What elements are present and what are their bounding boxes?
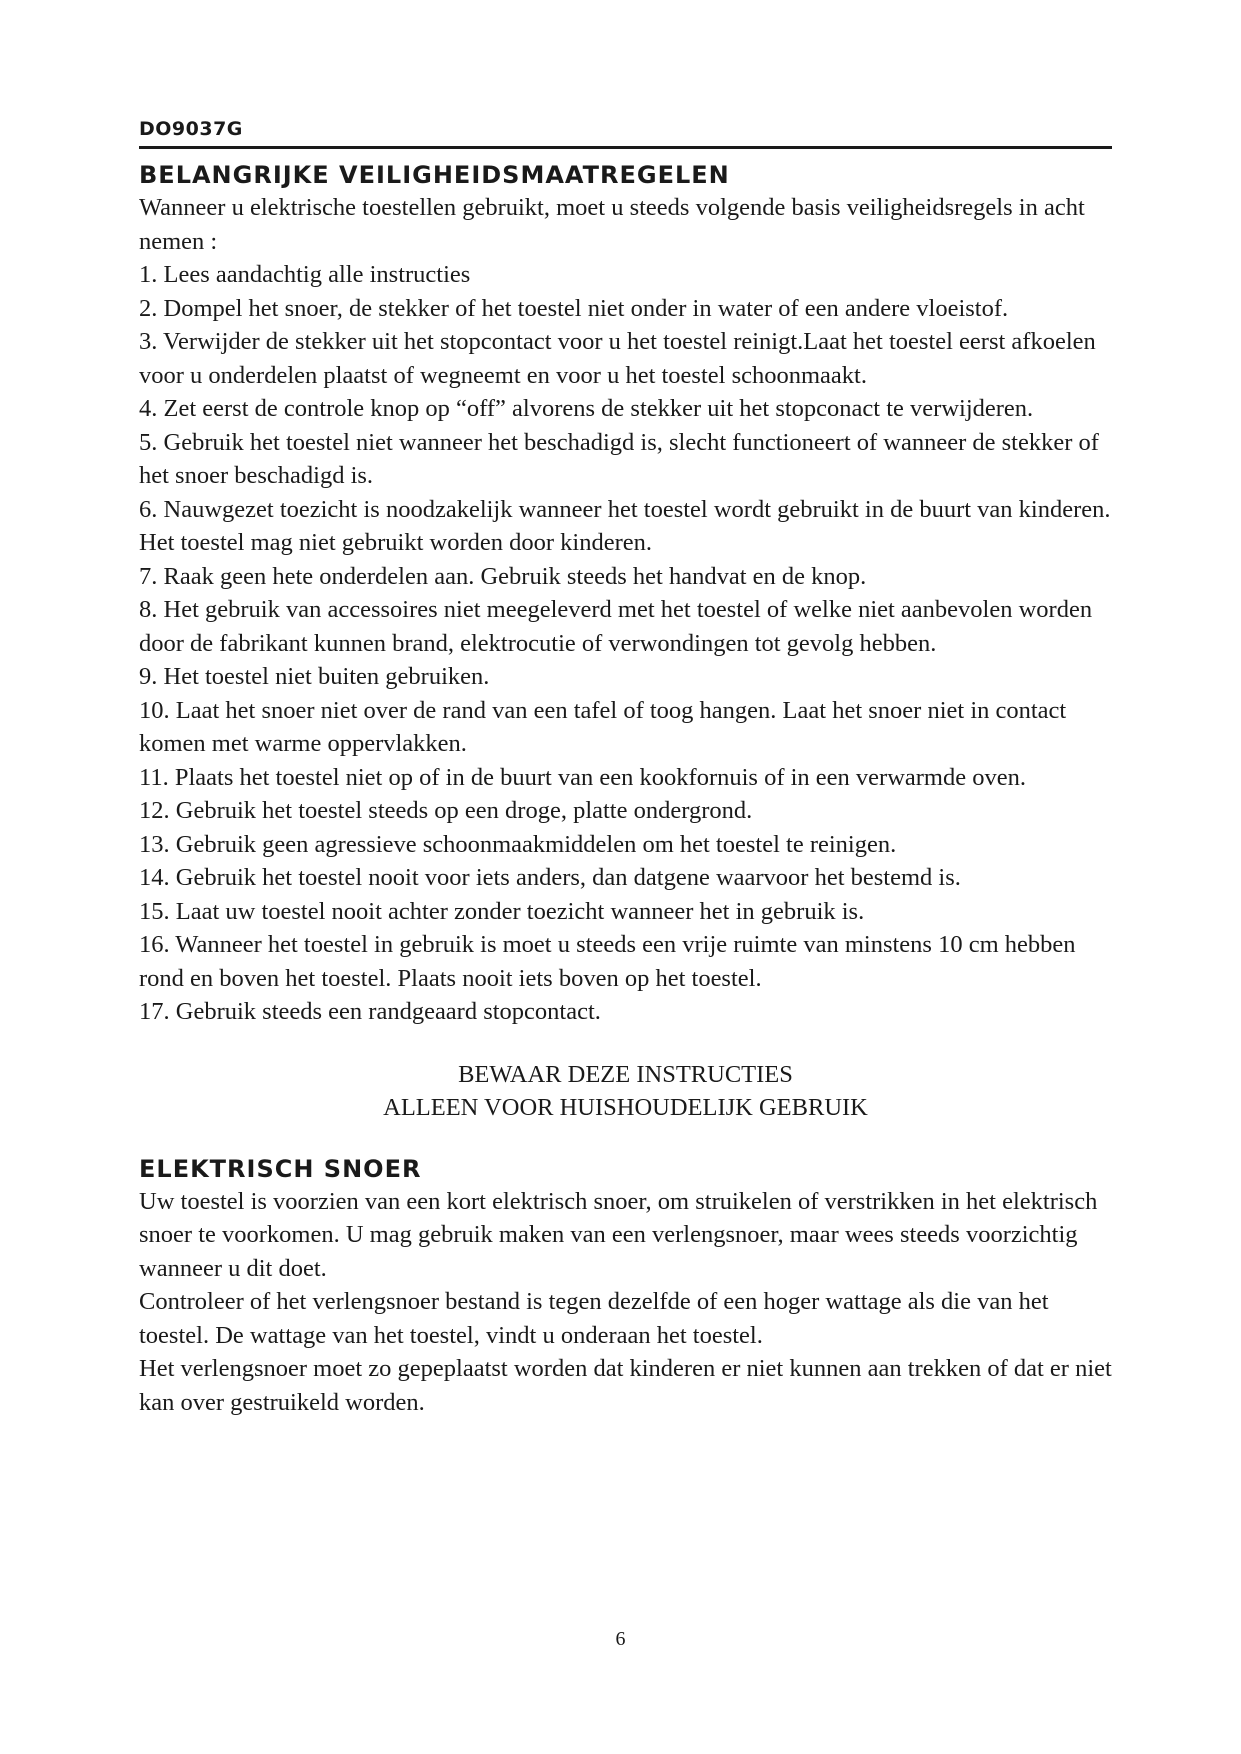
- safety-item: 8. Het gebruik van accessoires niet meegeleverd met het toestel of welke niet aanbevolen worden door de fabrikant kunnen brand, elektrocutie of verwondingen tot gevolg hebben.: [139, 596, 1093, 657]
- page-number: 6: [615, 1628, 626, 1650]
- model-number: DO9037G: [139, 118, 243, 140]
- safety-item: 16. Wanneer het toestel in gebruik is moet u steeds een vrije ruimte van minstens 10 cm hebben rond en boven het toestel. Plaats nooit iets boven op het toestel.: [139, 931, 1076, 992]
- safety-intro: Wanneer u elektrische toestellen gebruikt, moet u steeds volgende basis veiligheidsregels in acht nemen :: [139, 194, 1085, 255]
- cord-paragraph: Het verlengsnoer moet zo gepeplaatst worden dat kinderen er niet kunnen aan trekken of dat er niet kan over gestruikeld worden.: [139, 1355, 1112, 1416]
- safety-item: 14. Gebruik het toestel nooit voor iets anders, dan datgene waarvoor het bestemd is.: [139, 864, 961, 891]
- notice-keep-instructions: BEWAAR DEZE INSTRUCTIES: [458, 1060, 793, 1088]
- cord-paragraph: Controleer of het verlengsnoer bestand is tegen dezelfde of een hoger wattage als die van het toestel. De wattage van het toestel, vindt u onderaan het toestel.: [139, 1288, 1049, 1349]
- safety-item: 1. Lees aandachtig alle instructies: [139, 261, 471, 288]
- safety-item: 5. Gebruik het toestel niet wanneer het beschadigd is, slecht functioneert of wanneer de stekker of het snoer beschadigd is.: [139, 428, 1099, 489]
- manual-page: [139, 118, 1112, 1419]
- safety-item: 3. Verwijder de stekker uit het stopcontact voor u het toestel reinigt.Laat het toestel eerst afkoelen voor u onderdelen plaatst of wegneemt en voor u het toestel schoonmaakt.: [139, 328, 1096, 389]
- safety-item: 9. Het toestel niet buiten gebruiken.: [139, 663, 490, 690]
- safety-section-title: BELANGRIJKE VEILIGHEIDSMAATREGELEN: [139, 161, 730, 189]
- safety-list: [139, 258, 1112, 1029]
- safety-item: 4. Zet eerst de controle knop op “off” alvorens de stekker uit het stopconact te verwijderen.: [139, 395, 1034, 422]
- safety-item: 10. Laat het snoer niet over de rand van een tafel of toog hangen. Laat het snoer niet in contact komen met warme oppervlakken.: [139, 696, 1067, 757]
- cord-paragraph: Uw toestel is voorzien van een kort elektrisch snoer, om struikelen of verstrikken in het elektrisch snoer te voorkomen. U mag gebruik maken van een verlengsnoer, maar wees steeds voorzichtig wanneer u dit doet.: [139, 1187, 1098, 1282]
- safety-item: 6. Nauwgezet toezicht is noodzakelijk wanneer het toestel wordt gebruikt in de buurt van kinderen. Het toestel mag niet gebruikt worden door kinderen.: [139, 495, 1111, 556]
- notice-household-only: ALLEEN VOOR HUISHOUDELIJK GEBRUIK: [383, 1093, 868, 1121]
- safety-item: 12. Gebruik het toestel steeds op een droge, platte ondergrond.: [139, 797, 753, 824]
- section-spacer: [139, 1124, 1112, 1153]
- safety-item: 17. Gebruik steeds een randgeaard stopcontact.: [139, 998, 601, 1025]
- safety-item: 13. Gebruik geen agressieve schoonmaakmiddelen om het toestel te reinigen.: [139, 830, 897, 858]
- safety-item: 7. Raak geen hete onderdelen aan. Gebruik steeds het handvat en de knop.: [139, 562, 867, 590]
- safety-item: 11. Plaats het toestel niet op of in de buurt van een kookfornuis of in een verwarmde oven.: [139, 763, 1026, 791]
- safety-item: 15. Laat uw toestel nooit achter zonder toezicht wanneer het in gebruik is.: [139, 897, 865, 925]
- header-divider: [139, 146, 1112, 149]
- safety-item: 2. Dompel het snoer, de stekker of het toestel niet onder in water of een andere vloeistof.: [139, 294, 1009, 322]
- cord-section-title: ELEKTRISCH SNOER: [139, 1154, 422, 1183]
- notice-block: [139, 1058, 1112, 1124]
